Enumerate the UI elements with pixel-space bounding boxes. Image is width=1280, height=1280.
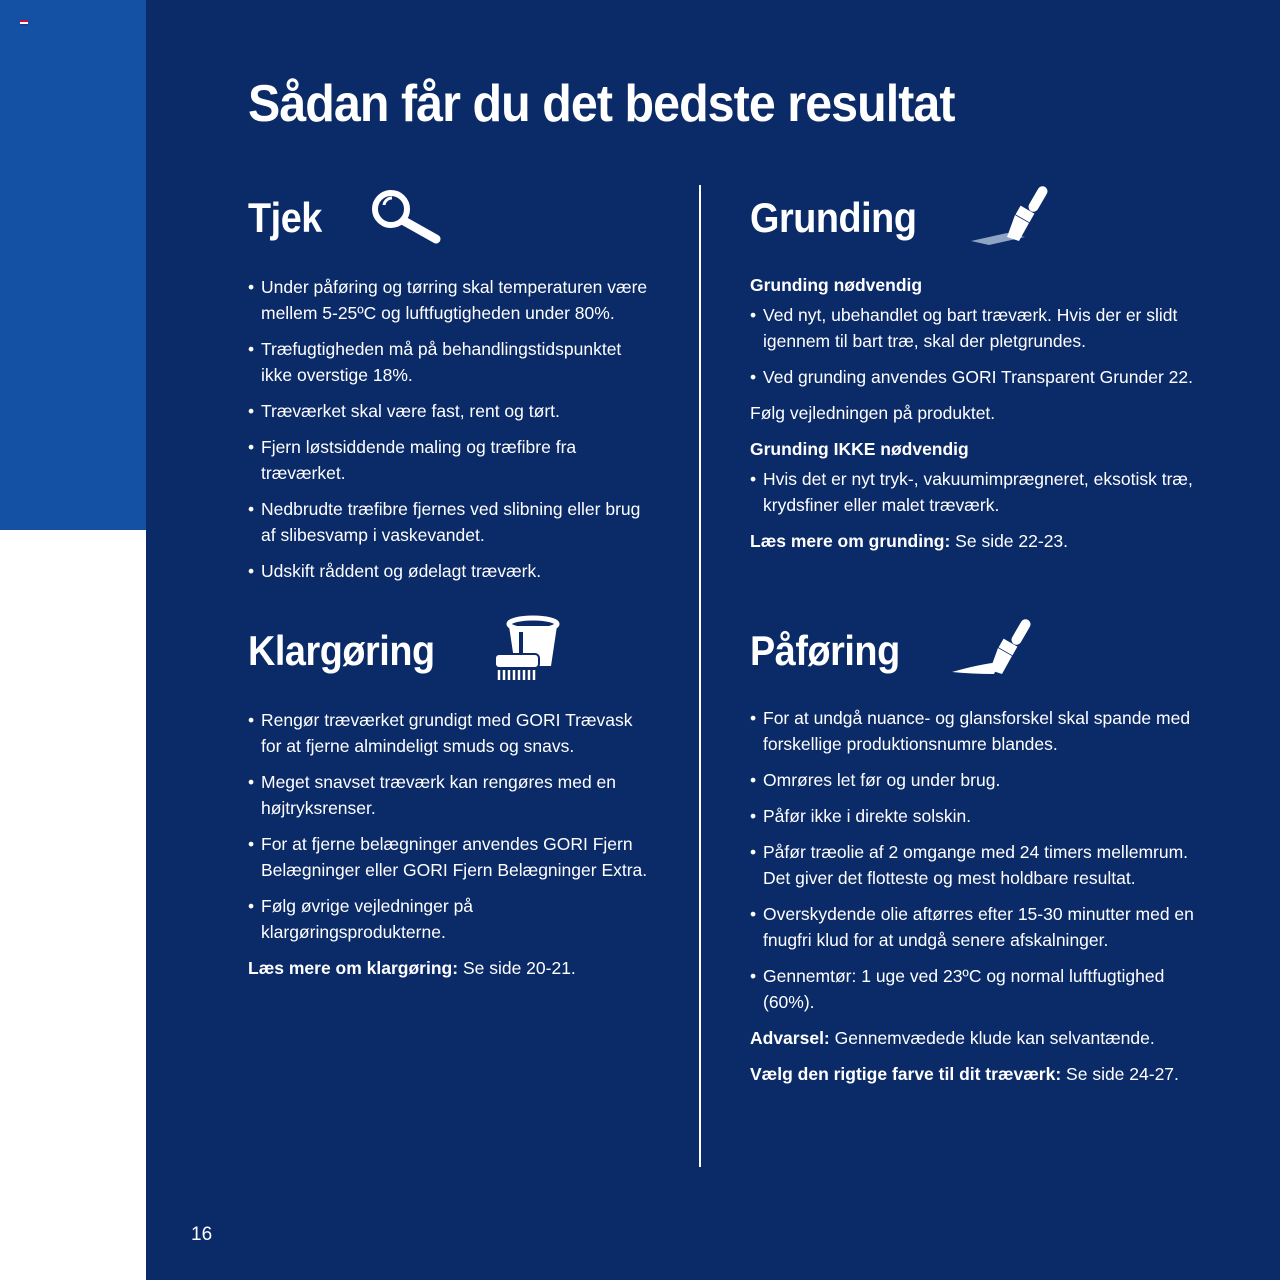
list-item: • Træværket skal være fast, rent og tørt. xyxy=(248,398,648,424)
section-klargoring xyxy=(248,616,648,991)
list-item: • Træfugtigheden må på behandlingstidspunktet ikke overstige 18%. xyxy=(248,336,648,388)
warning xyxy=(750,1025,1210,1051)
section-heading-klargoring: Klargøring xyxy=(248,627,435,674)
magnifier-icon xyxy=(370,187,442,250)
section-heading-tjek: Tjek xyxy=(248,194,322,241)
list-item: • For at fjerne belægninger anvendes GORI Fjern Belægninger eller GORI Fjern Belægninger Extra. xyxy=(248,831,648,883)
list-item: • Fjern løstsiddende maling og træfibre fra træværket. xyxy=(248,434,648,486)
section-grunding xyxy=(750,183,1210,564)
list-item: • Gennemtør: 1 uge ved 23ºC og normal luftfugtighed (60%). xyxy=(750,963,1210,1015)
subheading: Grunding nødvendig xyxy=(750,275,923,295)
list-item: • Ved nyt, ubehandlet og bart træværk. Hvis der er slidt igennem til bart træ, skal der pletgrundes. xyxy=(750,302,1210,354)
see-more xyxy=(248,955,648,981)
section-heading-grunding: Grunding xyxy=(750,194,917,241)
page-title: Sådan får du det bedste resultat xyxy=(248,75,955,133)
list-item: • Udskift råddent og ødelagt træværk. xyxy=(248,558,648,584)
see-more xyxy=(750,1061,1210,1087)
paintbrush-icon xyxy=(967,181,1059,256)
list-item: • Påfør træolie af 2 omgange med 24 timers mellemrum. Det giver det flotteste og mest holdbare resultat. xyxy=(750,839,1210,891)
side-blue-band xyxy=(0,0,165,530)
section-paforing xyxy=(750,616,1210,1097)
see-more-label: Vælg den rigtige farve til dit træværk: xyxy=(750,1064,1062,1084)
list-item: • For at undgå nuance- og glansforskel skal spande med forskellige produktionsnumre blandes. xyxy=(750,705,1210,757)
flag-icon xyxy=(20,20,28,26)
bucket-brush-icon xyxy=(493,614,563,689)
see-more-text: Se side 24-27. xyxy=(1066,1064,1179,1084)
list-item: • Følg øvrige vejledninger på klargøringsprodukterne. xyxy=(248,893,648,945)
column-divider xyxy=(699,185,701,1167)
list-item: • Påfør ikke i direkte solskin. xyxy=(750,803,1210,829)
see-more xyxy=(750,528,1210,554)
paintbrush-stroke-icon xyxy=(950,614,1042,689)
list-item: • Under påføring og tørring skal temperaturen være mellem 5-25ºC og luftfugtigheden under 80%. xyxy=(248,274,648,326)
list-item: • Meget snavset træværk kan rengøres med en højtryksrenser. xyxy=(248,769,648,821)
see-more-label: Læs mere om grunding: xyxy=(750,531,951,551)
list-item: • Omrøres let før og under brug. xyxy=(750,767,1210,793)
see-more-label: Læs mere om klargøring: xyxy=(248,958,459,978)
warning-label: Advarsel: xyxy=(750,1028,830,1048)
see-more-text: Se side 22-23. xyxy=(955,531,1069,551)
note-text: Følg vejledningen på produktet. xyxy=(750,403,996,423)
section-tjek xyxy=(248,183,648,594)
list-item: • Rengør træværket grundigt med GORI Trævask for at fjerne almindeligt smuds og snavs. xyxy=(248,707,648,759)
warning-text: Gennemvædede klude kan selvantænde. xyxy=(834,1028,1155,1048)
list-item: • Ved grunding anvendes GORI Transparent Grunder 22. xyxy=(750,364,1210,390)
list-item: • Hvis det er nyt tryk-, vakuumimprægneret, eksotisk træ, krydsfiner eller malet træværk. xyxy=(750,466,1210,518)
see-more-text: Se side 20-21. xyxy=(462,958,576,978)
list-item: • Overskydende olie aftørres efter 15-30 minutter med en fnugfri klud for at undgå senere afskalninger. xyxy=(750,901,1210,953)
page-number: 16 xyxy=(191,1224,213,1245)
subheading: Grunding IKKE nødvendig xyxy=(750,439,969,459)
section-heading-paforing: Påføring xyxy=(750,627,900,674)
list-item: • Nedbrudte træfibre fjernes ved slibning eller brug af slibesvamp i vaskevandet. xyxy=(248,496,648,548)
